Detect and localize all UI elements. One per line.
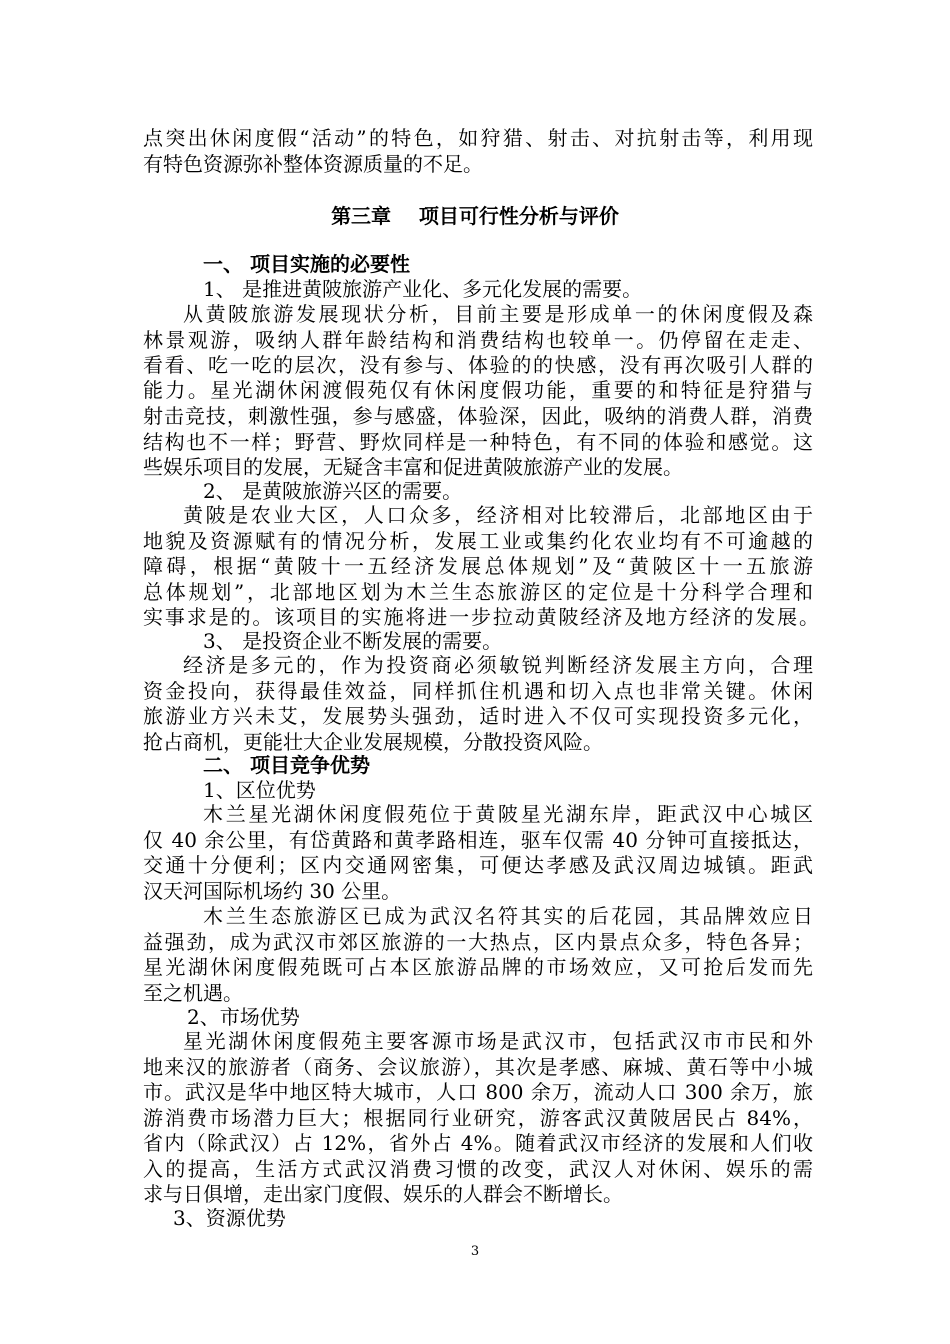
subsection-title: 2、市场优势 (187, 1005, 300, 1029)
body-text-line: 仅 40 余公里，有岱黄路和黄孝路相连，驱车仅需 40 分钟可直接抵达， (143, 828, 813, 852)
body-text-line: 旅游业方兴未艾，发展势头强劲，适时进入不仅可实现投资多元化， (143, 704, 813, 728)
body-text-line: 看看、吃一吃的层次，没有参与、体验的的快感，没有再次吸引人群的 (143, 353, 813, 377)
body-text-line: 地貌及资源赋有的情况分析，发展工业或集约化农业均有不可逾越的 (143, 529, 813, 553)
body-text-line: 益强劲，成为武汉市郊区旅游的一大热点，区内景点众多，特色各异； (143, 930, 813, 954)
body-text-line: 星光湖休闲度假苑既可占本区旅游品牌的市场效应，又可抢后发而先 (143, 955, 813, 979)
body-text-line: 地来汉的旅游者（商务、会议旅游），其次是孝感、麻城、黄石等中小城 (143, 1055, 813, 1079)
body-text-line: 抢占商机，更能壮大企业发展规模，分散投资风险。 (143, 730, 603, 754)
body-text-line: 点突出休闲度假“活动”的特色，如狩猎、射击、对抗射击等，利用现 (143, 126, 813, 150)
subsection-title: 3、资源优势 (173, 1206, 286, 1230)
body-text-line: 省内（除武汉）占 12%，省外占 4%。随着武汉市经济的发展和人们收 (143, 1131, 813, 1155)
body-text-line: 射击竞技，刺激性强，参与感盛，体验深，因此，吸纳的消费人群，消费 (143, 404, 813, 428)
body-text-line: 总体规划”，北部地区划为木兰生态旅游区的定位是十分科学合理和 (143, 580, 813, 604)
subsection-title: 3、 是投资企业不断发展的需要。 (203, 629, 503, 653)
body-text-line: 求与日俱增，走出家门度假、娱乐的人群会不断增长。 (143, 1182, 623, 1206)
body-text-line: 入的提高，生活方式武汉消费习惯的改变，武汉人对休闲、娱乐的需 (143, 1157, 813, 1181)
subsection-title: 1、区位优势 (203, 778, 316, 802)
body-text-line: 资金投向，获得最佳效益，同样抓住机遇和切入点也非常关键。休闲 (143, 679, 813, 703)
subsection-title: 1、 是推进黄陂旅游产业化、多元化发展的需要。 (203, 277, 643, 301)
chapter-title: 第三章 项目可行性分析与评价 (331, 204, 619, 228)
body-text-line: 结构也不一样；野营、野炊同样是一种特色，有不同的体验和感觉。这 (143, 430, 813, 454)
body-text-line: 汉天河国际机场约 30 公里。 (143, 879, 402, 903)
body-text-line: 木兰星光湖休闲度假苑位于黄陂星光湖东岸，距武汉中心城区 (203, 802, 813, 826)
body-text-line: 经济是多元的，作为投资商必须敏锐判断经济发展主方向，合理 (183, 653, 813, 677)
subsection-title: 2、 是黄陂旅游兴区的需要。 (203, 479, 463, 503)
body-text-line: 林景观游，吸纳人群年龄结构和消费结构也较单一。仍停留在走走、 (143, 328, 813, 352)
body-text-line: 至之机遇。 (143, 981, 243, 1005)
page-number: 3 (470, 1244, 480, 1259)
body-text-line: 星光湖休闲度假苑主要客源市场是武汉市，包括武汉市市民和外 (183, 1029, 813, 1053)
body-text-line: 从黄陂旅游发展现状分析，目前主要是形成单一的休闲度假及森 (183, 302, 813, 326)
body-text-line: 交通十分便利；区内交通网密集，可便达孝感及武汉周边城镇。距武 (143, 853, 813, 877)
body-text-line: 能力。星光湖休闲渡假苑仅有休闲度假功能，重要的和特征是狩猎与 (143, 378, 813, 402)
body-text-line: 黄陂是农业大区，人口众多，经济相对比较滞后，北部地区由于 (183, 503, 813, 527)
body-text-line: 实事求是的。该项目的实施将进一步拉动黄陂经济及地方经济的发展。 (143, 605, 819, 629)
body-text-line: 障碍，根据“黄陂十一五经济发展总体规划”及“黄陂区十一五旅游 (143, 554, 813, 578)
body-text-line: 有特色资源弥补整体资源质量的不足。 (143, 152, 483, 176)
body-text-line: 游消费市场潜力巨大；根据同行业研究，游客武汉黄陂居民占 84%， (143, 1106, 813, 1130)
section-heading: 二、 项目竞争优势 (203, 753, 370, 777)
body-text-line: 木兰生态旅游区已成为武汉名符其实的后花园，其品牌效应日 (203, 904, 813, 928)
section-heading: 一、 项目实施的必要性 (203, 252, 410, 276)
body-text-line: 市。武汉是华中地区特大城市，人口 800 余万，流动人口 300 余万，旅 (143, 1080, 813, 1104)
body-text-line: 些娱乐项目的发展，无疑含丰富和促进黄陂旅游产业的发展。 (143, 455, 683, 479)
